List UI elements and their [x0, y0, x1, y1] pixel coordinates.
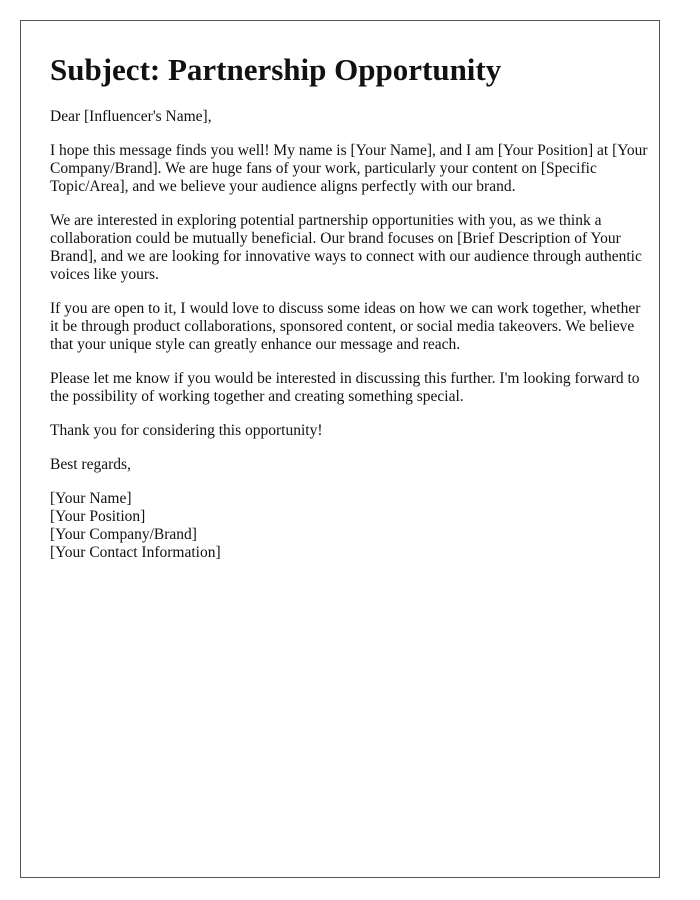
- signature-company: [Your Company/Brand]: [50, 526, 197, 543]
- letter-greeting: Dear [Influencer's Name],: [50, 108, 212, 125]
- letter-content: [50, 52, 650, 562]
- signature-name: [Your Name]: [50, 490, 132, 507]
- letter-subject: Subject: Partnership Opportunity: [50, 52, 502, 87]
- letter-closing: Best regards,: [50, 456, 131, 473]
- letter-paragraph-proposal: If you are open to it, I would love to discuss some ideas on how we can work together, whether it be through product collaborations, sponsored content, or social media takeovers. We believe that your unique style can greatly enhance our message and reach.: [50, 300, 641, 353]
- letter-paragraph-intro: I hope this message finds you well! My name is [Your Name], and I am [Your Position] at [Your Company/Brand]. We are huge fans of your work, particularly your content on [Specific Topic/Area], and we believe your audience aligns perfectly with our brand.: [50, 142, 648, 195]
- letter-signature-block: [50, 490, 650, 562]
- letter-paragraph-interest: We are interested in exploring potential partnership opportunities with you, as we think a collaboration could be mutually beneficial. Our brand focuses on [Brief Description of Your Brand], and we are looking for innovative ways to connect with our audience through authentic voices like yours.: [50, 212, 642, 283]
- letter-page: [20, 20, 660, 878]
- signature-contact: [Your Contact Information]: [50, 544, 221, 561]
- letter-paragraph-followup: Please let me know if you would be interested in discussing this further. I'm looking forward to the possibility of working together and creating something special.: [50, 370, 640, 405]
- letter-paragraph-thanks: Thank you for considering this opportunity!: [50, 422, 323, 439]
- signature-position: [Your Position]: [50, 508, 146, 525]
